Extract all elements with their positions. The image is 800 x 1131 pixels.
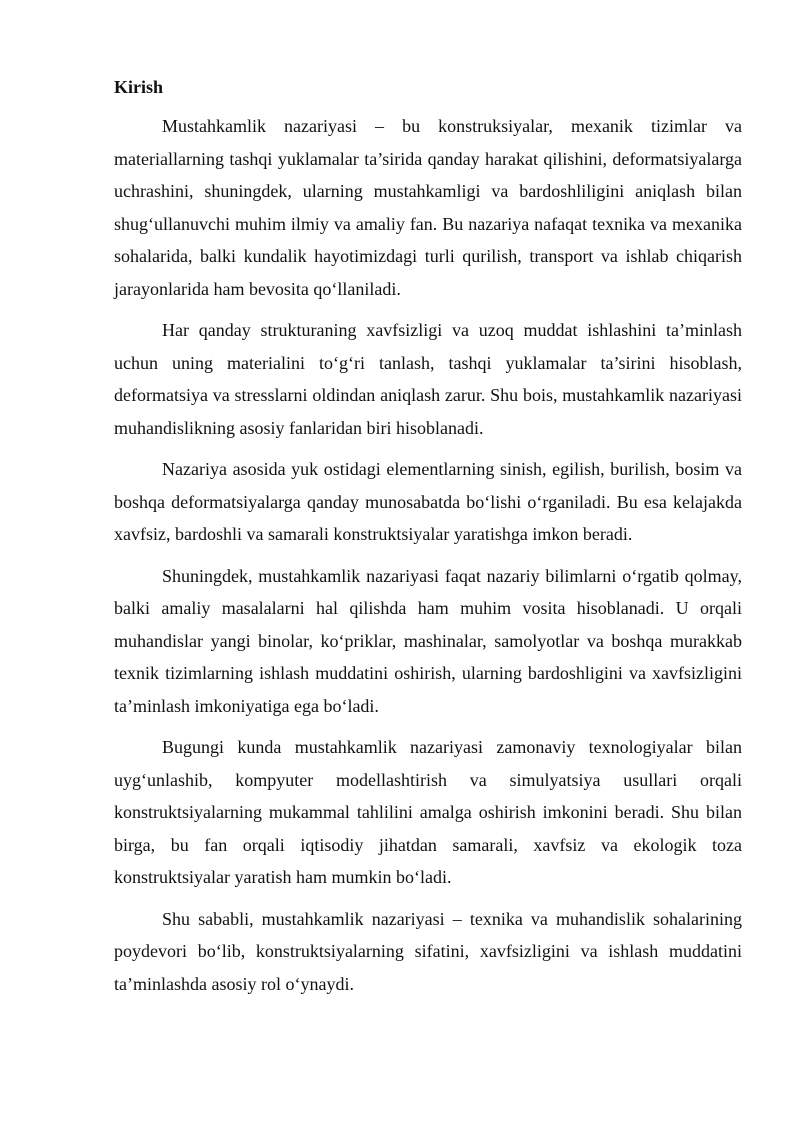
paragraph-2: Har qanday strukturaning xavfsizligi va uzoq muddat ishlashini ta’minlash uchun uning materialini to‘g‘ri tanlash, tashqi yuklamalar ta’sirini hisoblash, deformatsiya va stresslarni oldindan aniqlash zarur. Shu bois, mustahkamlik nazariyasi muhandislikning asosiy fanlaridan biri hisoblanadi. — [114, 320, 742, 438]
paragraph-6: Shu sababli, mustahkamlik nazariyasi – texnika va muhandislik sohalarining poydevori bo‘lib, konstruktsiyalarning sifatini, xavfsizligini va ishlash muddatini ta’minlashda asosiy rol o‘ynaydi. — [114, 908, 742, 994]
paragraph-1: Mustahkamlik nazariyasi – bu konstruksiyalar, mexanik tizimlar va materiallarning tashqi yuklamalar ta’sirida qanday harakat qilishini, deformatsiyalarga uchrashini, shuningdek, ularning mustahkamligi va bardoshliligini aniqlash bilan shug‘ullanuvchi muhim ilmiy va amaliy fan. Bu nazariya nafaqat texnika va mexanika sohalarida, balki kundalik hayotimizdagi turli qurilish, transport va ishlab chiqarish jarayonlarida ham bevosita qo‘llaniladi. — [114, 116, 742, 299]
paragraph-4: Shuningdek, mustahkamlik nazariyasi faqat nazariy bilimlarni o‘rgatib qolmay, balki amaliy masalalarni hal qilishda ham muhim vosita hisoblanadi. U orqali muhandislar yangi binolar, ko‘priklar, mashinalar, samolyotlar va boshqa murakkab texnik tizimlarning ishlash muddatini oshirish, ularning bardoshligini va xavfsizligini ta’minlash imkoniyatiga ega bo‘ladi. — [114, 565, 742, 716]
paragraph-3: Nazariya asosida yuk ostidagi elementlarning sinish, egilish, burilish, bosim va boshqa deformatsiyalarga qanday munosabatda bo‘lishi o‘rganiladi. Bu esa kelajakda xavfsiz, bardoshli va samarali konstruktsiyalar yaratishga imkon beradi. — [114, 459, 742, 544]
document-body — [114, 74, 742, 1009]
section-heading: Kirish — [114, 77, 164, 97]
paragraph-5: Bugungi kunda mustahkamlik nazariyasi zamonaviy texnologiyalar bilan uyg‘unlashib, kompyuter modellashtirish va simulyatsiya usullari orqali konstruktsiyalarning mukammal tahlilini amalga oshirish imkonini beradi. Shu bilan birga, bu fan orqali iqtisodiy jihatdan samarali, xavfsiz va ekologik toza konstruktsiyalar yaratish ham mumkin bo‘ladi. — [114, 737, 742, 887]
